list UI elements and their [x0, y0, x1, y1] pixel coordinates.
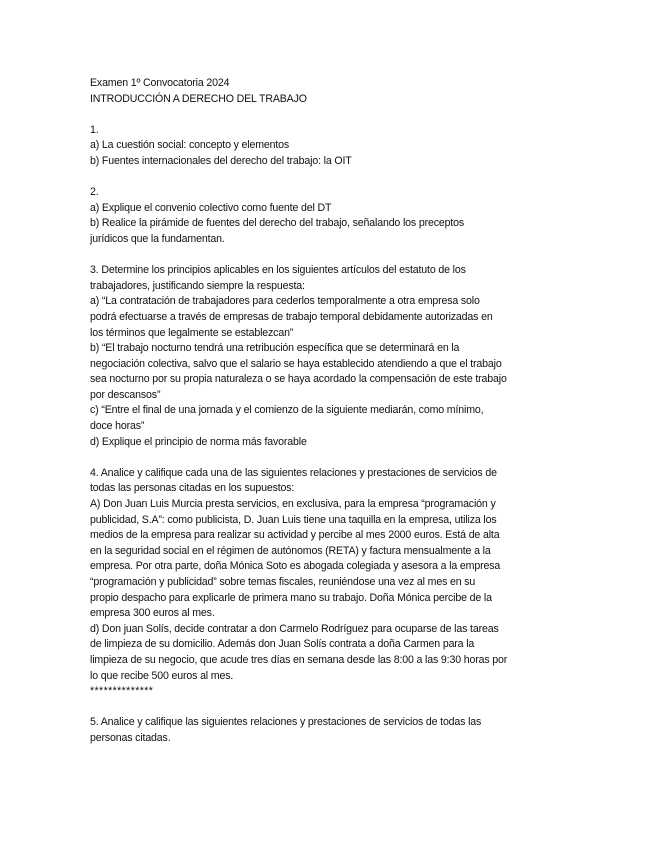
question-3-d: d) Explique el principio de norma más favorable [90, 435, 307, 448]
question-4-A-line3: medios de la empresa para realizar su actividad y percibe al mes 2000 euros. Está de alta [90, 529, 500, 542]
question-5-line1: 5. Analice y califique las siguientes relaciones y prestaciones de servicios de todas las [90, 716, 482, 729]
question-4-intro-line1: 4. Analice y califique cada una de las siguientes relaciones y prestaciones de servicios de [90, 466, 497, 479]
question-4-A-line2: publicidad, S.A”: como publicista, D. Juan Luis tiene una taquilla en la empresa, utiliza los [90, 513, 497, 526]
question-3-c-line1: c) “Entre el final de una jornada y el comienzo de la siguiente mediarán, como mínimo, [90, 404, 484, 417]
question-2-a: a) Explique el convenio colectivo como fuente del DT [90, 201, 332, 214]
question-1-a: a) La cuestión social: concepto y elementos [90, 139, 290, 152]
question-4-d-line2: de limpieza de su domicilio. Además don Juan Solís contrata a doña Carmen para la [90, 638, 475, 651]
question-3-b-line4: por descansos” [90, 388, 161, 401]
question-4-A-line6: “programación y publicidad” sobre temas fiscales, reuniéndose una vez al mes en su [90, 576, 476, 588]
exam-text [90, 76, 570, 747]
question-4-A-line1: A) Don Juan Luis Murcia presta servicios, en exclusiva, para la empresa “programación y [90, 498, 496, 511]
question-2-b-line1: b) Realice la pirámide de fuentes del derecho del trabajo, señalando los preceptos [90, 217, 465, 230]
question-4-intro-line2: todas las personas citadas en los supuestos: [90, 482, 295, 495]
asterisk-separator: ************** [90, 685, 154, 698]
question-3-b-line1: b) “El trabajo nocturno tendrá una retribución específica que se determinará en la [90, 342, 460, 355]
question-3-intro-line1: 3. Determine los principios aplicables en los siguientes artículos del estatuto de los [90, 264, 466, 277]
question-4-A-line4: en la seguridad social en el régimen de autónomos (RETA) y factura mensualmente a la [90, 544, 491, 557]
question-3-a-line3: los términos que legalmente se establezcan” [90, 326, 294, 339]
question-3-a-line1: a) “La contratación de trabajadores para cederlos temporalmente a otra empresa solo [90, 295, 480, 308]
question-2-b-line2: jurídicos que la fundamentan. [90, 232, 225, 245]
question-1-b: b) Fuentes internacionales del derecho del trabajo: la OIT [90, 154, 352, 167]
spacer [90, 248, 570, 264]
exam-header-line1: Examen 1º Convocatoria 2024 [90, 77, 230, 89]
question-3-c-line2: doce horas” [90, 420, 145, 433]
question-5-line2: personas citadas. [90, 731, 171, 744]
question-1-number: 1. [90, 123, 99, 136]
question-4-A-line8: empresa 300 euros al mes. [90, 607, 215, 620]
question-3-b-line2: negociación colectiva, salvo que el salario se haya establecido atendiendo a que el trabajo [90, 357, 502, 370]
exam-header-line2: INTRODUCCIÓN A DERECHO DEL TRABAJO [90, 92, 307, 105]
spacer [90, 107, 570, 123]
spacer [90, 700, 570, 716]
question-2-number: 2. [90, 186, 99, 199]
question-4-d-line1: d) Don juan Solís, decide contratar a don Carmelo Rodríguez para ocuparse de las tareas [90, 622, 499, 635]
question-4-A-line7: propio despacho para explicarle de primera mano su trabajo. Doña Mónica percibe de la [90, 591, 492, 604]
spacer [90, 170, 570, 186]
question-3-a-line2: podrá efectuarse a través de empresas de trabajo temporal debidamente autorizadas en [90, 310, 493, 323]
question-4-d-line4: lo que recibe 500 euros al mes. [90, 669, 234, 682]
question-3-intro-line2: trabajadores, justificando siempre la respuesta: [90, 279, 305, 292]
question-3-b-line3: sea nocturno por su propia naturaleza o se haya acordado la compensación de este trabajo [90, 373, 507, 386]
question-4-d-line3: limpieza de su negocio, que acude tres días en semana desde las 8:00 a las 9:30 horas por [90, 653, 508, 666]
question-4-A-line5: empresa. Por otra parte, doña Mónica Soto es abogada colegiada y asesora a la empresa [90, 560, 501, 573]
spacer [90, 450, 570, 466]
